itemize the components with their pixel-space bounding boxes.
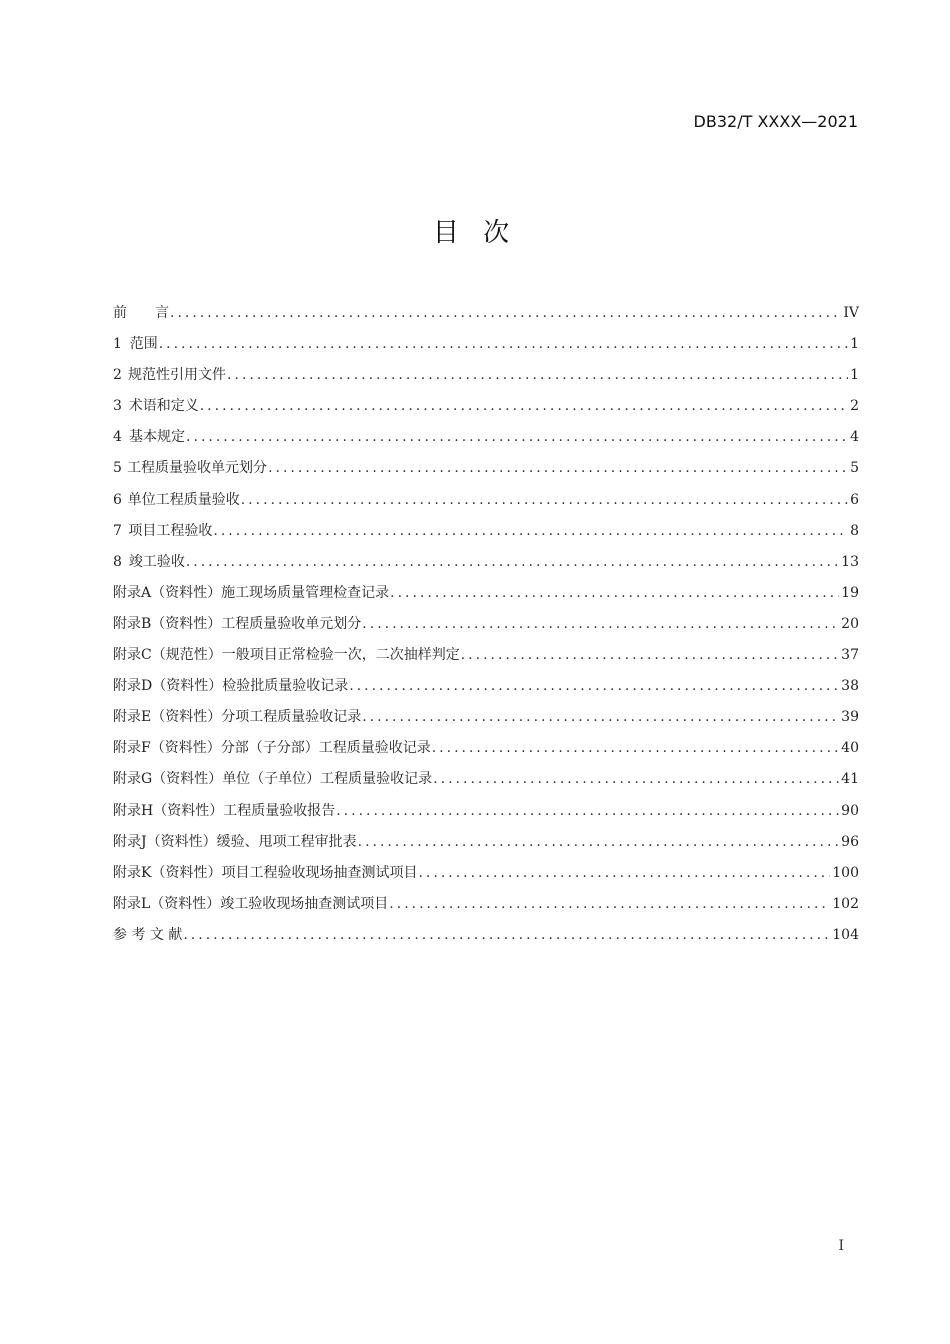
toc-entry-number: 5 [113, 460, 122, 477]
toc-entry[interactable] [113, 424, 859, 455]
toc-leader-dots [432, 735, 839, 762]
toc-leader-dots [227, 362, 848, 389]
toc-entry-title: 工程质量验收报告 [223, 802, 336, 819]
toc-entry-title: 单位（子单位）工程质量验收记录 [222, 771, 433, 788]
toc-entry[interactable] [113, 362, 859, 393]
toc-leader-dots [159, 331, 848, 358]
toc-entry-title: 范围 [129, 336, 158, 353]
toc-appendix-entry[interactable] [113, 860, 859, 891]
toc-appendix-entry[interactable] [113, 829, 859, 860]
appendix-label: 附录G（资料性） [113, 771, 223, 788]
toc-leader-dots [186, 549, 839, 576]
toc-leader-dots [268, 455, 848, 482]
toc-entry-title: 分部（子分部）工程质量验收记录 [220, 740, 431, 757]
toc-entry-page: 1 [850, 367, 859, 384]
toc-leader-dots [170, 300, 841, 327]
toc-leader-dots [362, 611, 839, 638]
table-of-contents [113, 300, 859, 953]
toc-entry-page: 6 [850, 491, 859, 508]
toc-entry-title: 施工现场质量管理检查记录 [221, 584, 390, 601]
toc-entry-title: 单位工程质量验收 [127, 491, 240, 508]
toc-entry-page: 8 [850, 522, 859, 539]
toc-entry-page: 90 [841, 802, 859, 819]
toc-entry-title: 规范性引用文件 [128, 367, 227, 384]
toc-entry-page: 19 [841, 584, 859, 601]
toc-leader-dots [390, 580, 839, 607]
toc-leader-dots [433, 766, 839, 793]
toc-leader-dots [241, 487, 848, 514]
toc-entry-page: 37 [841, 647, 859, 664]
toc-entry-page: 13 [841, 553, 859, 570]
toc-leader-dots [358, 829, 840, 856]
toc-entry-number: 1 [113, 336, 122, 353]
toc-entry-number: 4 [113, 429, 122, 446]
page-number: I [838, 1238, 844, 1254]
toc-entry-title: 项目工程验收 [128, 522, 213, 539]
toc-entry-page: 39 [841, 709, 859, 726]
appendix-label: 附录A（资料性） [113, 584, 222, 601]
toc-leader-dots [183, 922, 830, 949]
toc-entry-title: 前 言 [113, 305, 169, 321]
toc-leader-dots [200, 393, 848, 420]
toc-entry-page: 41 [841, 771, 859, 788]
appendix-label: 附录K（资料性） [113, 864, 222, 881]
toc-entry-title: 工程质量验收单元划分 [221, 615, 362, 632]
toc-entry-number: 7 [113, 522, 122, 539]
toc-entry[interactable] [113, 331, 859, 362]
toc-entry-page: 1 [850, 336, 859, 353]
toc-entry-page: 40 [841, 740, 859, 757]
toc-entry-title: 参 考 文 献 [113, 926, 183, 943]
toc-entry[interactable] [113, 549, 859, 580]
toc-appendix-entry[interactable] [113, 798, 859, 829]
toc-entry-page: 2 [850, 398, 859, 415]
toc-entry-page: 100 [832, 864, 859, 881]
toc-appendix-entry[interactable] [113, 673, 859, 704]
toc-entry-page: 5 [850, 460, 859, 477]
toc-entry-title: 术语和定义 [128, 398, 199, 415]
toc-appendix-entry[interactable] [113, 642, 859, 673]
toc-entry-title: 工程质量验收单元划分 [127, 460, 268, 477]
toc-entry-number: 6 [113, 491, 122, 508]
toc-appendix-entry[interactable] [113, 766, 859, 797]
standard-code: DB32/T XXXX—2021 [693, 112, 858, 131]
toc-leader-dots [349, 673, 839, 700]
toc-entry-page: 102 [832, 895, 859, 912]
toc-appendix-entry[interactable] [113, 611, 859, 642]
appendix-label: 附录E（资料性） [113, 709, 222, 726]
toc-entry[interactable] [113, 455, 859, 486]
toc-entry-title: 一般项目正常检验一次，二次抽样判定 [221, 647, 460, 664]
toc-leader-dots [461, 642, 839, 669]
toc-entry-title: 竣工验收 [128, 553, 185, 570]
toc-entry-number: 3 [113, 398, 122, 415]
toc-leader-dots [213, 518, 848, 545]
toc-leader-dots [336, 798, 839, 825]
toc-entry-page: IV [843, 305, 859, 321]
toc-entry-title: 项目工程验收现场抽查测试项目 [221, 864, 418, 881]
toc-entry[interactable] [113, 487, 859, 518]
appendix-label: 附录L（资料性） [113, 895, 221, 912]
toc-leader-dots [362, 704, 839, 731]
toc-entry-page: 4 [850, 429, 859, 446]
toc-entry-title: 基本规定 [129, 429, 186, 446]
toc-entry-page: 104 [832, 926, 859, 943]
appendix-label: 附录F（资料性） [113, 740, 221, 757]
appendix-label: 附录D（资料性） [113, 678, 223, 695]
toc-entry-page: 38 [841, 678, 859, 695]
appendix-label: 附录B（资料性） [113, 615, 222, 632]
toc-entry-number: 8 [113, 553, 122, 570]
appendix-label: 附录H（资料性） [113, 802, 224, 819]
toc-appendix-entry[interactable] [113, 580, 859, 611]
toc-entry-title: 分项工程质量验收记录 [221, 709, 362, 726]
appendix-label: 附录C（规范性） [113, 647, 222, 664]
toc-entry-title: 缓验、甩项工程审批表 [216, 833, 357, 850]
toc-leader-dots [418, 860, 830, 887]
toc-leader-dots [186, 424, 848, 451]
toc-leader-dots [389, 891, 830, 918]
toc-entry-page: 20 [841, 615, 859, 632]
appendix-label: 附录J（资料性） [113, 833, 217, 850]
toc-entry-references[interactable] [113, 922, 859, 953]
toc-appendix-entry[interactable] [113, 704, 859, 735]
toc-entry[interactable] [113, 518, 859, 549]
toc-appendix-entry[interactable] [113, 891, 859, 922]
toc-entry-page: 96 [841, 833, 859, 850]
toc-entry-foreword[interactable] [113, 300, 859, 331]
toc-entry-title: 检验批质量验收记录 [222, 678, 349, 695]
toc-entry-number: 2 [113, 367, 122, 384]
toc-entry-title: 竣工验收现场抽查测试项目 [220, 895, 389, 912]
toc-appendix-entry[interactable] [113, 735, 859, 766]
page-title: 目 次 [432, 218, 518, 248]
toc-entry[interactable] [113, 393, 859, 424]
